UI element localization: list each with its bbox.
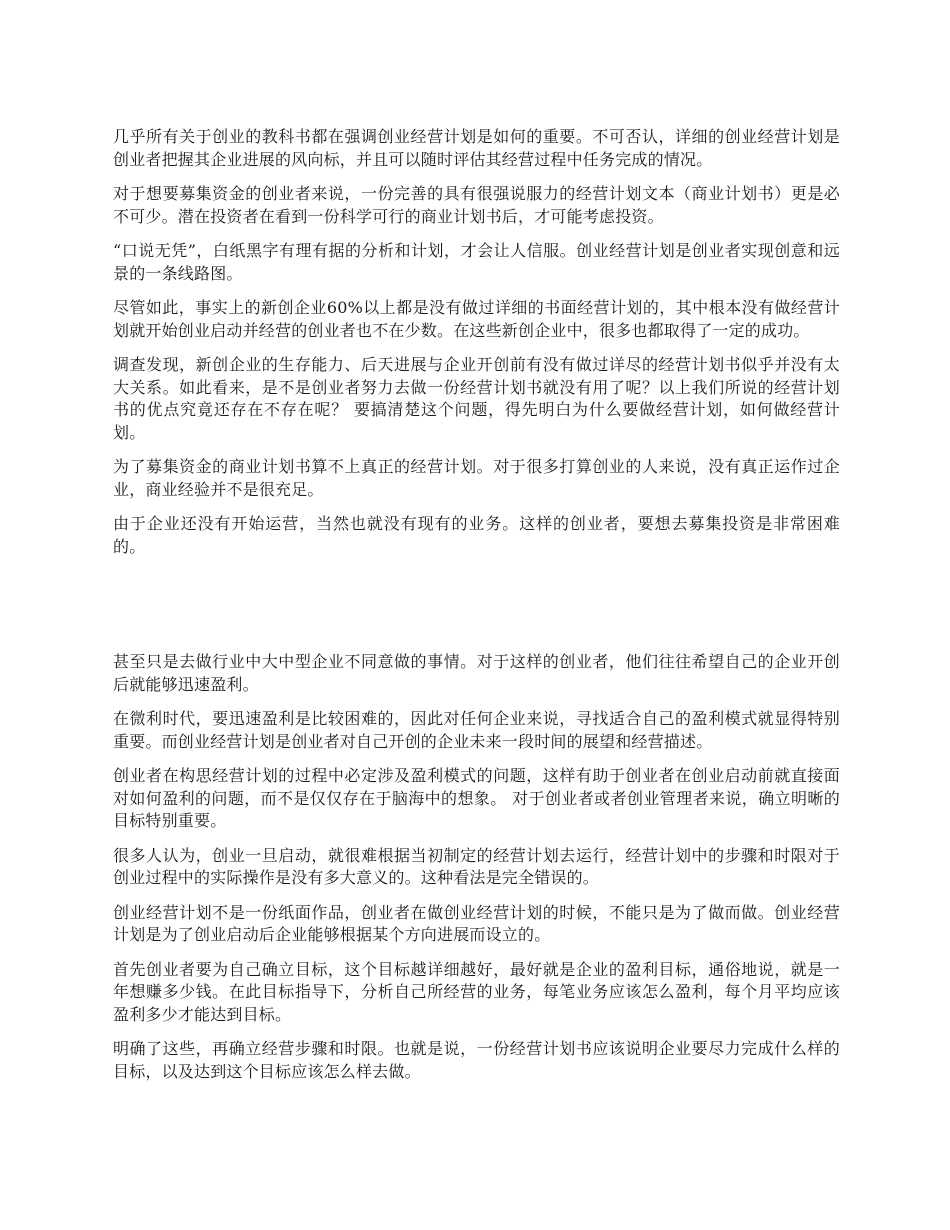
paragraph: 明确了这些，再确立经营步骤和时限。也就是说，一份经营计划书应该说明企业要尽力完成什么样的目标，以及达到这个目标应该怎么样去做。 [113, 1039, 840, 1081]
paragraph: 甚至只是去做行业中大中型企业不同意做的事情。对于这样的创业者，他们往往希望自己的企业开创后就能够迅速盈利。 [113, 652, 840, 694]
paragraph: 首先创业者要为自己确立目标，这个目标越详细越好，最好就是企业的盈利目标，通俗地说，就是一年想赚多少钱。在此目标指导下，分析自己所经营的业务，每笔业务应该怎么盈利，每个月平均应该盈利多少才能达到目标。 [113, 959, 840, 1024]
paragraph: 由于企业还没有开始运营，当然也就没有现有的业务。这样的创业者，要想去募集投资是非常困难的。 [113, 514, 840, 556]
paragraph: 为了募集资金的商业计划书算不上真正的经营计划。对于很多打算创业的人来说，没有真正运作过企业，商业经验并不是很充足。 [113, 457, 840, 499]
paragraph: 尽管如此，事实上的新创企业60%以上都是没有做过详细的书面经营计划的，其中根本没有做经营计划就开始创业启动并经营的创业者也不在少数。在这些新创企业中，很多也都取得了一定的成功。 [113, 298, 840, 340]
paragraph: 在微利时代，要迅速盈利是比较困难的，因此对任何企业来说，寻找适合自己的盈利模式就显得特别重要。而创业经营计划是创业者对自己开创的企业未来一段时间的展望和经营描述。 [113, 709, 840, 751]
paragraph: 创业经营计划不是一份纸面作品，创业者在做创业经营计划的时候，不能只是为了做而做。创业经营计划是为了创业启动后企业能够根据某个方向进展而设立的。 [113, 902, 840, 944]
paragraph: 创业者在构思经营计划的过程中必定涉及盈利模式的问题，这样有助于创业者在创业启动前就直接面对如何盈利的问题，而不是仅仅存在于脑海中的想象。 对于创业者或者创业管理者来说，确立明晰的目标特别重要。 [113, 766, 840, 830]
paragraph: 调查发现，新创企业的生存能力、后天进展与企业开创前有没有做过详尽的经营计划书似乎并没有太大关系。如此看来，是不是创业者努力去做一份经营计划书就没有用了呢？以上我们所说的经营计划书的优点究竟还存在不存在呢？ 要搞清楚这个问题，得先明白为什么要做经营计划，如何做经营计划。 [113, 355, 840, 442]
paragraph: 几乎所有关于创业的教科书都在强调创业经营计划是如何的重要。不可否认，详细的创业经营计划是创业者把握其企业进展的风向标，并且可以随时评估其经营过程中任务完成的情况。 [113, 127, 840, 169]
document-section-1 [113, 126, 840, 570]
paragraph: 对于想要募集资金的创业者来说，一份完善的具有很强说服力的经营计划文本（商业计划书）更是必不可少。潜在投资者在看到一份科学可行的商业计划书后，才可能考虑投资。 [113, 184, 840, 226]
paragraph: “口说无凭”，白纸黑字有理有据的分析和计划，才会让人信服。创业经营计划是创业者实现创意和远景的一条线路图。 [113, 241, 840, 283]
paragraph: 很多人认为，创业一旦启动，就很难根据当初制定的经营计划去运行，经营计划中的步骤和时限对于创业过程中的实际操作是没有多大意义的。这种看法是完全错误的。 [113, 845, 840, 887]
document-section-2 [113, 651, 840, 1095]
